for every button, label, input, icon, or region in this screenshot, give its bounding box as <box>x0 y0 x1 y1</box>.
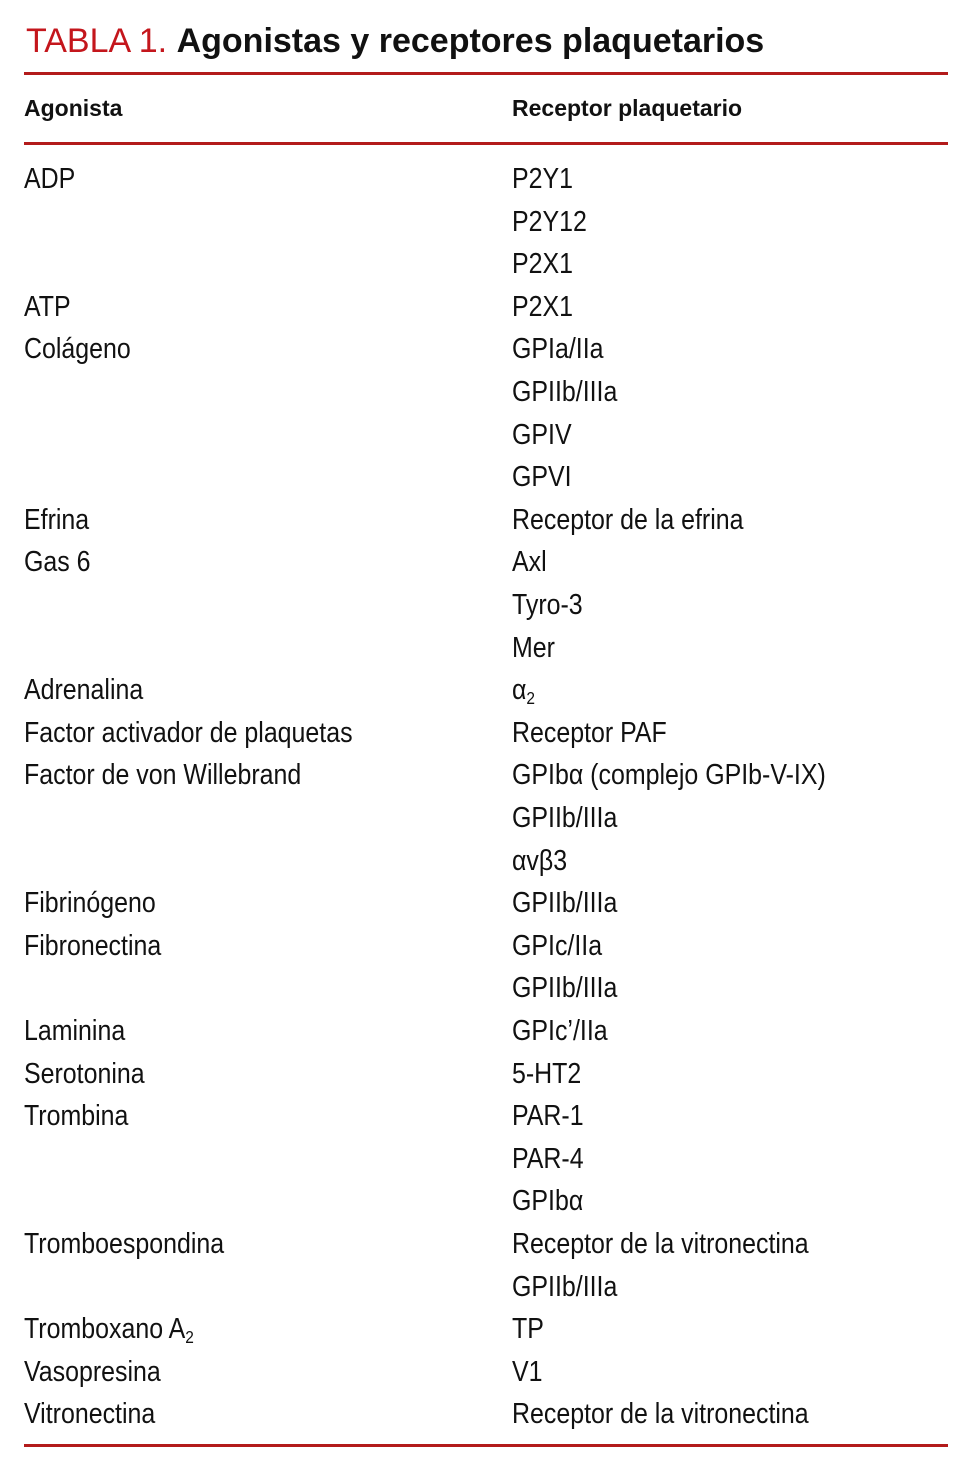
table-row <box>0 882 959 924</box>
agonist-text: Serotonina <box>24 1057 145 1090</box>
table-row <box>0 1393 959 1435</box>
receptor-cell <box>512 1393 809 1435</box>
agonist-cell <box>24 499 89 541</box>
receptor-text: Tyro-3 <box>512 589 583 621</box>
table-row <box>0 1180 959 1222</box>
table-row <box>0 797 959 839</box>
receptor-cell <box>512 1308 544 1350</box>
receptor-text: P2X1 <box>512 290 574 323</box>
receptor-text: GPIbα <box>512 1185 584 1218</box>
table-row <box>0 925 959 967</box>
receptor-cell <box>512 627 555 669</box>
agonist-text: Factor activador de plaquetas <box>24 716 353 749</box>
table-label: TABLA 1. <box>26 22 168 60</box>
table-row <box>0 840 959 882</box>
receptor-text: GPIIb/IIIa <box>512 972 618 1005</box>
column-header-receptor: Receptor plaquetario <box>512 95 743 121</box>
receptor-text: Receptor PAF <box>512 716 667 749</box>
agonist-cell <box>24 541 91 583</box>
receptor-text: α <box>512 674 527 707</box>
agonist-text: Colágeno <box>24 333 131 366</box>
table-row <box>0 1138 959 1180</box>
receptor-text: GPIIb/IIIa <box>512 376 618 408</box>
table-row <box>0 158 959 200</box>
receptor-cell <box>512 840 567 882</box>
agonist-cell <box>24 669 143 711</box>
receptor-text: GPIIb/IIIa <box>512 1270 618 1303</box>
table-row <box>0 1095 959 1137</box>
receptor-text: GPIc/IIa <box>512 929 603 962</box>
receptor-text: PAR-1 <box>512 1100 584 1133</box>
agonist-cell <box>24 1010 125 1052</box>
receptor-text: GPVI <box>512 461 572 494</box>
receptor-cell <box>512 797 617 839</box>
agonist-text: Fibrinógeno <box>24 887 156 920</box>
receptor-subscript: 2 <box>526 688 536 709</box>
table-row <box>0 584 959 626</box>
agonist-text: Gas 6 <box>24 546 91 579</box>
receptor-cell <box>512 1180 583 1222</box>
receptor-text: Receptor de la vitronectina <box>512 1228 809 1260</box>
table-row <box>0 541 959 583</box>
receptor-cell <box>512 1266 617 1308</box>
receptor-text: GPIIb/IIIa <box>512 887 618 920</box>
table-row <box>0 967 959 1009</box>
receptor-cell <box>512 286 573 328</box>
receptor-cell <box>512 925 602 967</box>
receptor-cell <box>512 882 617 924</box>
receptor-cell <box>512 1351 543 1393</box>
receptor-text: GPIIb/IIIa <box>512 802 618 834</box>
agonist-cell <box>24 1393 155 1435</box>
table-title <box>26 16 764 66</box>
receptor-cell <box>512 712 667 754</box>
header-rule <box>24 142 948 145</box>
receptor-text: αvβ3 <box>512 844 568 877</box>
table-row <box>0 627 959 669</box>
table-row <box>0 1223 959 1265</box>
agonist-cell <box>24 925 161 967</box>
receptor-cell <box>512 1223 809 1265</box>
agonist-text: Fibronectina <box>24 929 162 962</box>
column-header-agonist: Agonista <box>24 95 123 121</box>
receptor-cell <box>512 541 547 583</box>
receptor-text: P2Y12 <box>512 205 587 238</box>
table-caption: Agonistas y receptores plaquetarios <box>176 22 765 60</box>
receptor-text: Receptor de la vitronectina <box>512 1398 809 1431</box>
agonist-cell <box>24 158 75 200</box>
table-row <box>0 414 959 456</box>
agonist-cell <box>24 1053 145 1095</box>
receptor-cell <box>512 499 744 541</box>
receptor-cell <box>512 456 572 498</box>
receptor-cell <box>512 243 573 285</box>
agonist-text: Vasopresina <box>24 1355 161 1388</box>
receptor-cell <box>512 967 617 1009</box>
agonist-cell <box>24 1308 194 1350</box>
table-row <box>0 456 959 498</box>
agonist-text: Trombina <box>24 1100 129 1133</box>
agonist-text: ADP <box>24 163 76 195</box>
table-row <box>0 201 959 243</box>
table-row <box>0 669 959 711</box>
agonist-text: Factor de von Willebrand <box>24 759 302 792</box>
agonist-text: Tromboespondina <box>24 1228 225 1260</box>
receptor-text: TP <box>512 1313 544 1346</box>
receptor-text: Axl <box>512 546 547 579</box>
agonist-subscript: 2 <box>185 1327 194 1348</box>
receptor-text: Receptor de la efrina <box>512 503 744 536</box>
agonist-cell <box>24 1223 224 1265</box>
agonist-text: Laminina <box>24 1015 126 1047</box>
receptor-text: GPIc’/IIa <box>512 1015 608 1047</box>
agonist-text: Efrina <box>24 503 90 536</box>
receptor-text: Mer <box>512 631 555 664</box>
table-row <box>0 371 959 413</box>
receptor-text: GPIa/IIa <box>512 333 604 366</box>
agonist-cell <box>24 712 353 754</box>
receptor-cell <box>512 754 826 796</box>
receptor-cell <box>512 584 583 626</box>
table-row <box>0 328 959 370</box>
receptor-text: GPIV <box>512 418 572 451</box>
agonist-text: Vitronectina <box>24 1398 156 1431</box>
receptor-cell <box>512 201 587 243</box>
agonist-text: Tromboxano A <box>24 1313 186 1346</box>
receptor-cell <box>512 1053 581 1095</box>
receptor-cell <box>512 414 572 456</box>
bottom-rule <box>24 1444 948 1447</box>
table-row <box>0 243 959 285</box>
agonist-cell <box>24 754 301 796</box>
agonist-cell <box>24 328 131 370</box>
table-row <box>0 712 959 754</box>
receptor-cell <box>512 1095 584 1137</box>
agonist-text: Adrenalina <box>24 674 144 707</box>
top-rule <box>24 72 948 75</box>
receptor-cell <box>512 1010 608 1052</box>
table-row <box>0 1351 959 1393</box>
receptor-text: V1 <box>512 1355 543 1388</box>
table-row <box>0 1308 959 1350</box>
receptor-text: 5-HT2 <box>512 1057 582 1090</box>
agonist-cell <box>24 882 156 924</box>
receptor-cell <box>512 669 535 711</box>
agonist-text: ATP <box>24 290 71 323</box>
table-row <box>0 286 959 328</box>
receptor-cell <box>512 371 617 413</box>
agonist-cell <box>24 1095 128 1137</box>
receptor-text: PAR-4 <box>512 1142 584 1175</box>
agonist-cell <box>24 286 71 328</box>
table-row <box>0 1053 959 1095</box>
receptor-text: GPIbα (complejo GPIb-V-IX) <box>512 759 826 792</box>
receptor-text: P2X1 <box>512 248 574 281</box>
receptor-cell <box>512 1138 584 1180</box>
receptor-text: P2Y1 <box>512 163 574 195</box>
receptor-cell <box>512 328 603 370</box>
table-row <box>0 754 959 796</box>
receptor-cell <box>512 158 573 200</box>
table-row <box>0 1010 959 1052</box>
table-row <box>0 1266 959 1308</box>
agonist-cell <box>24 1351 161 1393</box>
table-row <box>0 499 959 541</box>
